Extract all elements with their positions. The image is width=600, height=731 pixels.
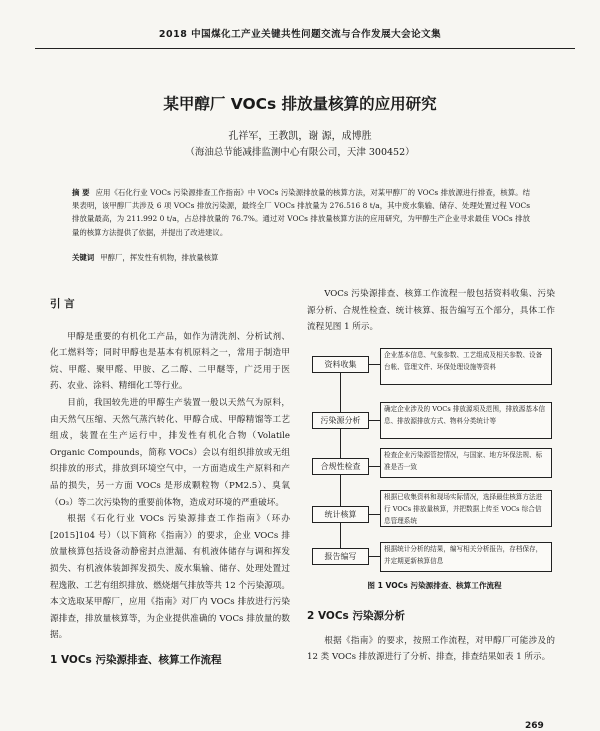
authors: 孔祥军，王教凯，谢 源，成博胜 [228,131,372,142]
flow-link [368,466,380,467]
flow-step-source-analysis: 污染源分析 [312,412,369,429]
flow-detail-data-collection: 企业基本信息、气象参数、工艺组成及相关参数、设备台帐、管理文件、环保处理设施等资料 [380,348,552,385]
flow-detail-source-analysis: 确定企业涉及的 VOCs 排放源项及范围，排放源基本信息、排放源排放方式、物料分类统计等 [380,402,552,439]
paper-title: 某甲醇厂 VOCs 排放量核算的应用研究 [163,95,437,113]
flow-link [368,556,380,557]
flow-link [368,420,380,421]
paragraph: VOCs 污染源排查、核算工作流程一般包括资料收集、污染源分析、合规性检查、统计核算、报告编写五个部分，具体工作流程见图 1 所示。 [307,289,555,333]
workflow-diagram [312,348,557,576]
affiliation: （海油总节能减排监测中心有限公司，天津 300452） [185,147,415,158]
section-1-heading: 1 VOCs 污染源排查、核算工作流程 [50,653,222,666]
flow-detail-report: 根据统计分析的结果，编写相关分析报告，存档保存，并定期更新核算信息 [380,542,552,572]
left-column [50,296,290,668]
flow-link [368,364,380,365]
flow-step-data-collection: 资料收集 [312,356,369,373]
keywords [72,252,530,263]
flow-step-compliance-check: 合规性检查 [312,458,369,475]
paragraph: 根据《石化行业 VOCs 污染源排查工作指南》（环办[2015]104 号）（以下简称《指南》）的要求，企业 VOCs 排放量核算包括设备动静密封点泄漏、有机液体储存与调和挥发损失、有机液体装卸挥发损失、废水集输、储存、处理处置过程逸散、工艺有组织排放、燃烧烟气排放等共 12 个污染源项。本文选取某甲醇厂，应用《指南》对厂内 VOCs 排放进行污染源排查，排放量核算等，为企业提供准确的 VOCs 排放量的数据。 [50,514,290,641]
intro-heading: 引 言 [50,298,75,310]
paragraph: 目前，我国较先进的甲醇生产装置一般以天然气为原料，由天然气压缩、天然气蒸汽转化、甲醇合成、甲醇精馏等工艺组成，装置在生产运行中，排发性有机化合物（Volatile Organic Compounds，简称 VOCs）会以有组织排放或无组织排放的形式，排放到环境空气中，一方面造成生产原料和产品的损失，另一方面 VOCs 是形成颗粒物（PM2.5）、臭氧（O₃）等二次污染物的重要前体物，造成对环境的严重破坏。 [50,397,290,508]
flow-detail-compliance-check: 检查企业污染源管控情况，与国家、地方环保法规、标准是否一致 [380,448,552,478]
flow-link [368,514,380,515]
paragraph: 根据《指南》的要求，按照工作流程，对甲醇厂可能涉及的 12 类 VOCs 排放源进行了分析、排查，排查结果如表 1 所示。 [307,635,555,663]
flow-step-report: 报告编写 [312,548,369,565]
flow-step-statistics: 统计核算 [312,506,369,523]
abstract [72,186,530,239]
keywords-text: 甲醇厂，挥发性有机物，排放量核算 [100,253,219,262]
page-number: 269 [525,721,544,731]
header-rule [35,48,575,49]
figure-caption: 图 1 VOCs 污染源排查、核算工作流程 [367,581,502,590]
abstract-label: 摘 要 [72,188,90,197]
abstract-text: 应用《石化行业 VOCs 污染源排查工作指南》中 VOCs 污染源排放量的核算方法，对某甲醇厂的 VOCs 排放源进行排查，核算。结果表明，该甲醇厂共涉及 6 项 VOCs 排放污染源，最终全厂 VOCs 排放量为 276.516 8 t/a，其中废水集输、储存、处理处置过程 VOCs 排放量最高，为 211.992 0 t/a，占总排放量的 76.7%。通过对 VOCs 排放量核算方法的应用研究，为甲醇生产企业寻求最佳 VOCs 排放量的核算方法提供了依据，并提出了改进建议。 [72,188,531,237]
section-2-heading: 2 VOCs 污染源分析 [307,610,405,622]
keywords-label: 关键词 [72,253,95,262]
right-column-top [307,286,555,336]
paragraph: 甲醇是重要的有机化工产品，如作为清洗剂、分析试剂、化工燃料等；同时甲醇也是基本有机原料之一，常用于制造甲烷、甲醛、聚甲醛、甲胺、乙二醇、二甲醚等，广泛用于医药、农业、涂料、精细化工等行业。 [50,331,290,392]
right-column-bottom [307,608,555,666]
flow-detail-statistics: 根据已收集资料和现场实际情况，选择最佳核算方法进行 VOCs 排放量核算，并把数据上传至 VOCs 综合信息管理系统 [380,490,552,527]
running-header: 2018 中国煤化工产业关键共性问题交流与合作发展大会论文集 [158,29,442,40]
